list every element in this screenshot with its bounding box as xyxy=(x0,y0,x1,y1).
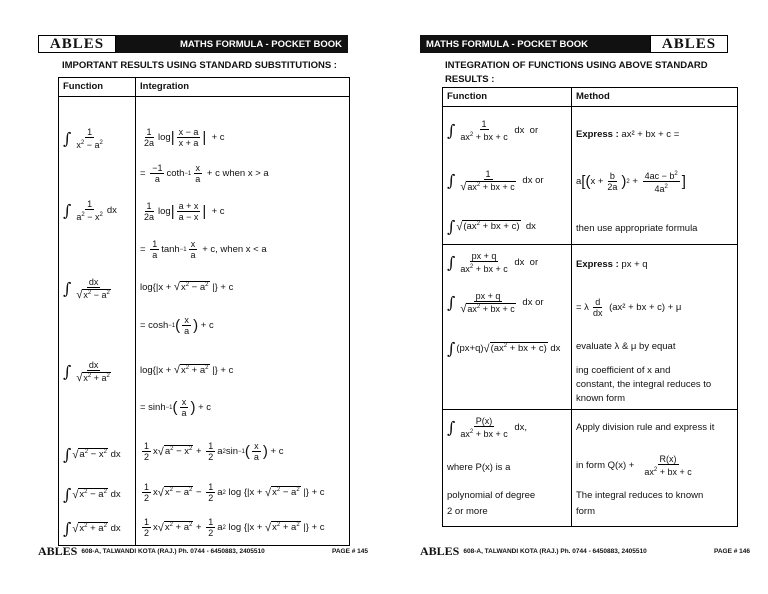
i5: $\frac{1}{2}$ x √ $a^2 - x^2$ + $\frac{1}{2}$ a 2 sin −1 ( $\frac{x}{a}$ ) + c xyxy=(144,441,284,462)
col-function-right: Function xyxy=(443,88,572,107)
i3: log{|x + √ $x^2 - a^2$ |} + c xyxy=(140,281,234,294)
rf6: ∫ (px+q) √ ($ax^2$ + bx + c) dx xyxy=(447,339,561,358)
i2: $\frac{1}{2a}$ log | $\frac{a + x}{a - x}$ | + c xyxy=(144,201,225,222)
f4: ∫ $\frac{dx}{√x^2 + a^2}$ xyxy=(63,360,110,384)
rm12: The integral reduces to known xyxy=(576,490,704,501)
left-section-title: IMPORTANT RESULTS USING STANDARD SUBSTITUTIONS : xyxy=(62,60,337,71)
i6: $\frac{1}{2}$ x √ $x^2 - a^2$ − $\frac{1}{2}$ a 2 log {|x + √ $x^2 - a^2$ |} + c xyxy=(144,482,325,503)
group3-method xyxy=(572,410,738,527)
rm5: = λ $\frac{d}{dx}$ (ax² + bx + c) + μ xyxy=(576,297,682,318)
rm13: form xyxy=(576,506,595,517)
i1: $\frac{1}{2a}$ log | $\frac{x - a}{x + a}$ | + c xyxy=(144,127,225,148)
i7: $\frac{1}{2}$ x √ $x^2 + a^2$ + $\frac{1}{2}$ a 2 log {|x + √ $x^2 + a^2$ |} + c xyxy=(144,517,325,538)
rm6: evaluate λ & μ by equat xyxy=(576,341,676,352)
left-footer-address: 608-A, TALWANDI KOTA (RAJ.) Ph. 0744 - 6450883, 2405510 xyxy=(81,548,265,555)
rf4: ∫ $\frac{px + q}{ax^2 + bx + c}$ dx or xyxy=(447,251,539,274)
rf9: polynomial of degree xyxy=(447,490,536,501)
left-page-number: PAGE # 145 xyxy=(331,548,368,555)
rf1: ∫ $\frac{1}{ax^2 + bx + c}$ dx or xyxy=(447,119,539,142)
right-section-title-1: INTEGRATION OF FUNCTIONS USING ABOVE STANDARD xyxy=(445,60,708,71)
group2-method xyxy=(572,245,738,410)
brand-logo-right: ABLES xyxy=(650,35,728,53)
f6: ∫ √ $x^2 - a^2$ dx xyxy=(63,485,121,504)
right-page-number: PAGE # 146 xyxy=(713,548,750,555)
i4: log{|x + √ $x^2 + a^2$ |} + c xyxy=(140,364,234,377)
rm4: Express : px + q xyxy=(576,259,648,270)
f3: ∫ $\frac{dx}{√x^2 - a^2}$ xyxy=(63,277,110,301)
right-page xyxy=(384,0,768,594)
rm7: ing coefficient of x and xyxy=(576,365,671,376)
group1-function xyxy=(443,107,572,245)
rm3: then use appropriate formula xyxy=(576,223,698,234)
rf5: ∫ $\frac{px + q}{√ax^2 + bx + c}$ dx or xyxy=(447,291,544,315)
rm10: Apply division rule and express it xyxy=(576,422,715,433)
rf3: ∫ √ ($ax^2$ + bx + c) dx xyxy=(447,217,536,236)
rf2: ∫ $\frac{1}{√ax^2 + bx + c}$ dx or xyxy=(447,169,544,193)
i3b: = cosh −1 ( $\frac{x}{a}$ ) + c xyxy=(140,315,214,336)
rm2: a [ ( x + $\frac{b}{2a}$ ) 2 + $\frac{4ac - b^2}{4a^2}$ ] xyxy=(576,171,686,194)
integration-column xyxy=(136,97,350,546)
left-formula-table xyxy=(58,77,350,546)
right-footer xyxy=(420,544,750,559)
f7: ∫ √ $x^2 + a^2$ dx xyxy=(63,519,121,538)
f1: ∫ $\frac{1}{x^2 - a^2}$ xyxy=(63,127,103,150)
left-header-title: MATHS FORMULA - POCKET BOOK xyxy=(116,35,348,53)
col-method: Method xyxy=(572,88,738,107)
group3-function xyxy=(443,410,572,527)
group1-method xyxy=(572,107,738,245)
right-method-table xyxy=(442,87,738,527)
rm9: known form xyxy=(576,393,626,404)
rf7: ∫ $\frac{P(x)}{ax^2 + bx + c}$ dx, xyxy=(447,416,528,439)
col-integration: Integration xyxy=(136,78,350,97)
left-footer xyxy=(38,544,368,559)
rf10: 2 or more xyxy=(447,506,488,517)
rm8: constant, the integral reduces to xyxy=(576,379,712,390)
right-section-title-2: RESULTS : xyxy=(445,74,495,85)
col-function: Function xyxy=(59,78,136,97)
f5: ∫ √ $a^2 - x^2$ dx xyxy=(63,445,121,464)
rm1: Express : ax² + bx + c = xyxy=(576,129,680,140)
right-header-title: MATHS FORMULA - POCKET BOOK xyxy=(420,35,650,53)
i1b: = $\frac{-1}{a}$ coth −1 $\frac{x}{a}$ + c when x > a xyxy=(140,163,269,184)
footer-logo: ABLES xyxy=(38,544,78,558)
group2-function xyxy=(443,245,572,410)
f2: ∫ $\frac{1}{a^2 - x^2}$ dx xyxy=(63,199,117,222)
right-header xyxy=(420,34,728,54)
footer-logo-right: ABLES xyxy=(420,544,460,558)
rm11: in form Q(x) + $\frac{R(x)}{ax^2 + bx + c}$ xyxy=(576,454,692,477)
brand-logo: ABLES xyxy=(38,35,116,53)
rf8: where P(x) is a xyxy=(447,462,511,473)
i2b: = $\frac{1}{a}$ tanh −1 $\frac{x}{a}$ + c, when x < a xyxy=(140,239,267,260)
function-column xyxy=(59,97,136,546)
i4b: = sinh −1 ( $\frac{x}{a}$ ) + c xyxy=(140,397,212,418)
left-header xyxy=(38,34,348,54)
right-footer-address: 608-A, TALWANDI KOTA (RAJ.) Ph. 0744 - 6450883, 2405510 xyxy=(463,548,647,555)
